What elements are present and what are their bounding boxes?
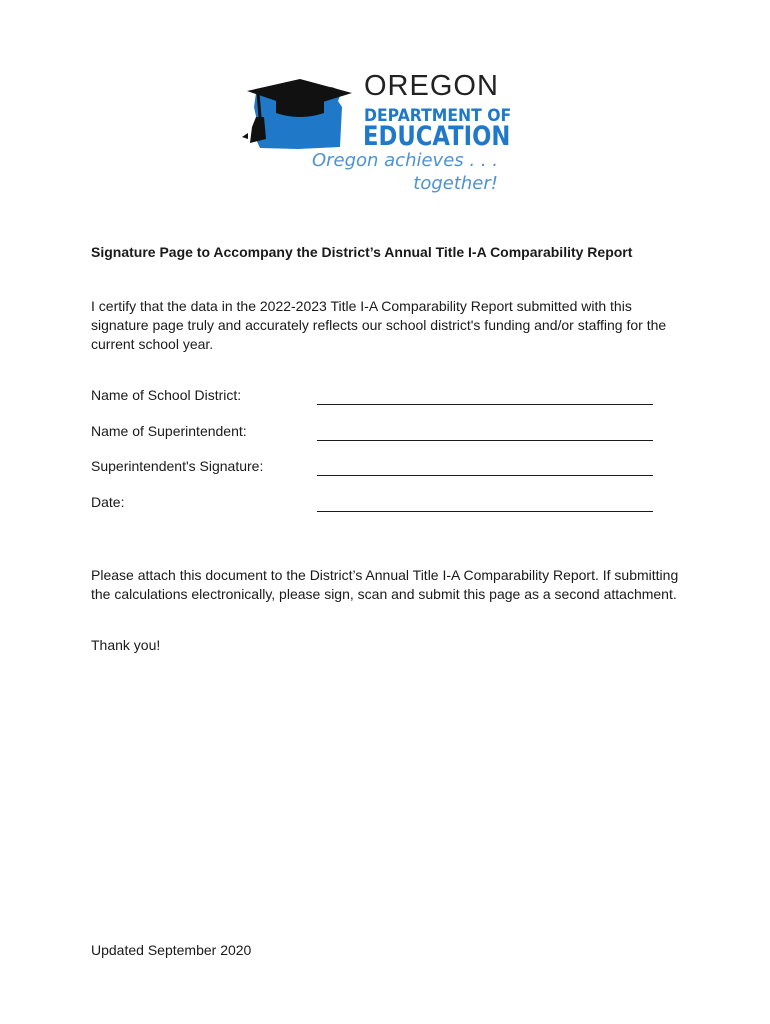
closing-text: Thank you! xyxy=(91,637,161,653)
date-line[interactable] xyxy=(317,511,653,512)
signature-line[interactable] xyxy=(317,475,653,476)
certification-statement: I certify that the data in the 2022-2023 Title I-A Comparability Report submitted with this signature page truly and accurately reflects our school district's funding and/or staffing for the current school year. xyxy=(91,298,667,352)
logo-tagline-line2: together! xyxy=(413,173,498,194)
logo-tagline-line1: Oregon achieves . . . xyxy=(311,150,498,171)
field-superintendent-name xyxy=(91,423,653,445)
field-label: Name of School District: xyxy=(91,387,242,403)
field-superintendent-signature xyxy=(91,458,653,480)
field-label: Name of Superintendent: xyxy=(91,423,247,439)
attachment-instructions: Please attach this document to the District’s Annual Title I-A Comparability Report. If submitting the calculations electronically, please sign, scan and submit this page as a second attachment. xyxy=(91,567,679,602)
logo-education-text: EDUCATION xyxy=(363,121,511,152)
graduation-cap-oregon-map-icon xyxy=(214,55,364,155)
document-title: Signature Page to Accompany the District’s Annual Title I-A Comparability Report xyxy=(91,244,633,260)
field-school-district xyxy=(91,387,653,409)
oregon-department-of-education-logo xyxy=(214,55,524,205)
school-district-line[interactable] xyxy=(317,404,653,405)
logo-department-text: DEPARTMENT OF xyxy=(364,106,512,126)
superintendent-name-line[interactable] xyxy=(317,440,653,441)
field-date xyxy=(91,494,653,516)
field-label: Date: xyxy=(91,494,125,510)
logo-tagline xyxy=(312,149,498,195)
field-label: Superintendent's Signature: xyxy=(91,458,264,474)
logo-oregon-text: OREGON xyxy=(364,70,499,102)
updated-date-footer: Updated September 2020 xyxy=(91,942,252,958)
